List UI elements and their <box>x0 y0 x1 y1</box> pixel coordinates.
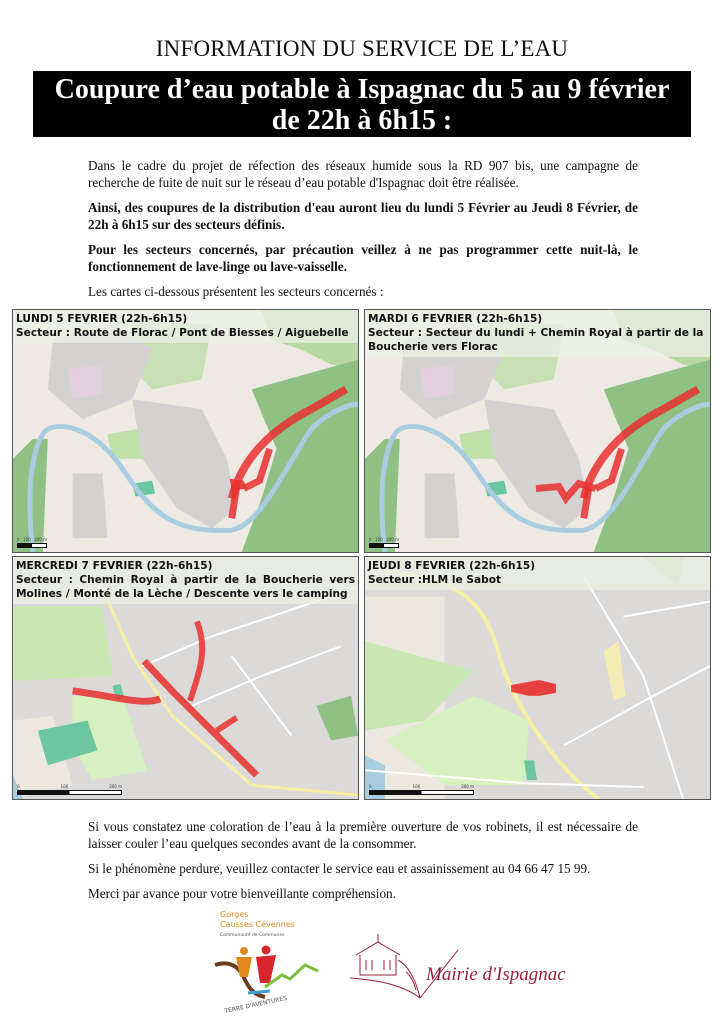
footer-paragraph-2: Si le phénomène perdure, veuillez contacter le service eau et assainissement au 04 66 47 15 99. <box>88 861 591 876</box>
ccgcc-tagline: TERRE D'AVENTURES <box>223 994 288 1015</box>
scale-label: 100 <box>60 784 69 789</box>
ccgcc-line-3: Communauté de Communes <box>220 933 285 938</box>
footer-paragraph-3: Merci par avance pour votre bienveillante compréhension. <box>88 886 396 901</box>
map-thursday-scale-bar <box>369 784 474 795</box>
ccgcc-logo <box>210 905 330 1020</box>
intro-text <box>88 157 638 308</box>
map-thursday-sector: Secteur :HLM le Sabot <box>368 574 502 586</box>
intro-paragraph-4: Les cartes ci-dessous présentent les secteurs concernés : <box>88 284 384 299</box>
map-monday-scale-bar <box>17 537 47 548</box>
scale-label: 100 <box>23 537 31 542</box>
map-wednesday-sector: Secteur : Chemin Royal à partir de la Boucherie vers Molines / Monté de la Lèche / Descente vers le camping <box>16 574 355 600</box>
map-monday-day: LUNDI 5 FEVRIER (22h-6h15) <box>16 313 188 325</box>
map-wednesday-caption <box>13 557 358 604</box>
footer-text <box>88 818 638 910</box>
scale-label: 200 m <box>461 784 474 789</box>
map-monday-sector: Secteur : Route de Florac / Pont de Biesses / Aiguebelle <box>16 327 349 339</box>
title-banner <box>33 71 691 137</box>
map-thursday-image <box>365 557 710 799</box>
map-thursday-day: JEUDI 8 FEVRIER (22h-6h15) <box>368 560 536 572</box>
map-tuesday-caption <box>365 310 710 357</box>
map-tuesday-day: MARDI 6 FEVRIER (22h-6h15) <box>368 313 543 325</box>
map-monday-image <box>13 310 358 552</box>
ccgcc-line-1: Gorges <box>220 910 249 919</box>
scale-label: 200 m <box>386 537 399 542</box>
scale-label: 0 <box>17 784 20 789</box>
mairie-logo <box>348 930 578 1000</box>
mairie-building-icon <box>348 930 578 1000</box>
intro-paragraph-1: Dans le cadre du projet de réfection des réseaux humide sous la RD 907 bis, une campagne de recherche de fuite de nuit sur le réseau d’eau potable d'Ispagnac doit être réalisée. <box>88 158 638 190</box>
footer-paragraph-1: Si vous constatez une coloration de l’eau à la première ouverture de vos robinets, il est nécessaire de laisser couler l’eau quelques secondes avant de la consommer. <box>88 819 638 851</box>
map-wednesday-scale-bar <box>17 784 122 795</box>
map-monday <box>12 309 359 553</box>
map-wednesday <box>12 556 359 800</box>
service-title: INFORMATION DU SERVICE DE L’EAU <box>155 36 569 61</box>
scale-label: 100 <box>375 537 383 542</box>
scale-label: 0 <box>17 537 20 542</box>
intro-paragraph-2: Ainsi, des coupures de la distribution d'eau auront lieu du lundi 5 Février au Jeudi 8 Février, de 22h à 6h15 sur des secteurs définis. <box>88 200 638 232</box>
scale-label: 100 <box>412 784 421 789</box>
banner-line-1: Coupure d’eau potable à Ispagnac du 5 au 9 février <box>54 74 670 105</box>
scale-label: 0 <box>369 537 372 542</box>
map-tuesday-scale-bar <box>369 537 399 548</box>
map-thursday-caption <box>365 557 710 590</box>
scale-label: 200 m <box>34 537 47 542</box>
map-wednesday-day: MERCREDI 7 FEVRIER (22h-6h15) <box>16 560 213 572</box>
intro-paragraph-3: Pour les secteurs concernés, par précaution veillez à ne pas programmer cette nuit-là, le fonctionnement de lave-linge ou lave-vaisselle. <box>88 242 638 274</box>
map-tuesday-sector: Secteur : Secteur du lundi + Chemin Royal à partir de la Boucherie vers Florac <box>368 327 704 353</box>
mairie-name: Mairie d'Ispagnac <box>426 964 566 985</box>
scale-label: 200 m <box>109 784 122 789</box>
banner-line-2: de 22h à 6h15 : <box>271 105 453 136</box>
map-thursday <box>364 556 711 800</box>
ccgcc-emblem-icon <box>210 905 330 1020</box>
map-monday-caption <box>13 310 358 343</box>
scale-label: 0 <box>369 784 372 789</box>
map-tuesday <box>364 309 711 553</box>
ccgcc-line-2: Causses Cévennes <box>220 920 295 929</box>
